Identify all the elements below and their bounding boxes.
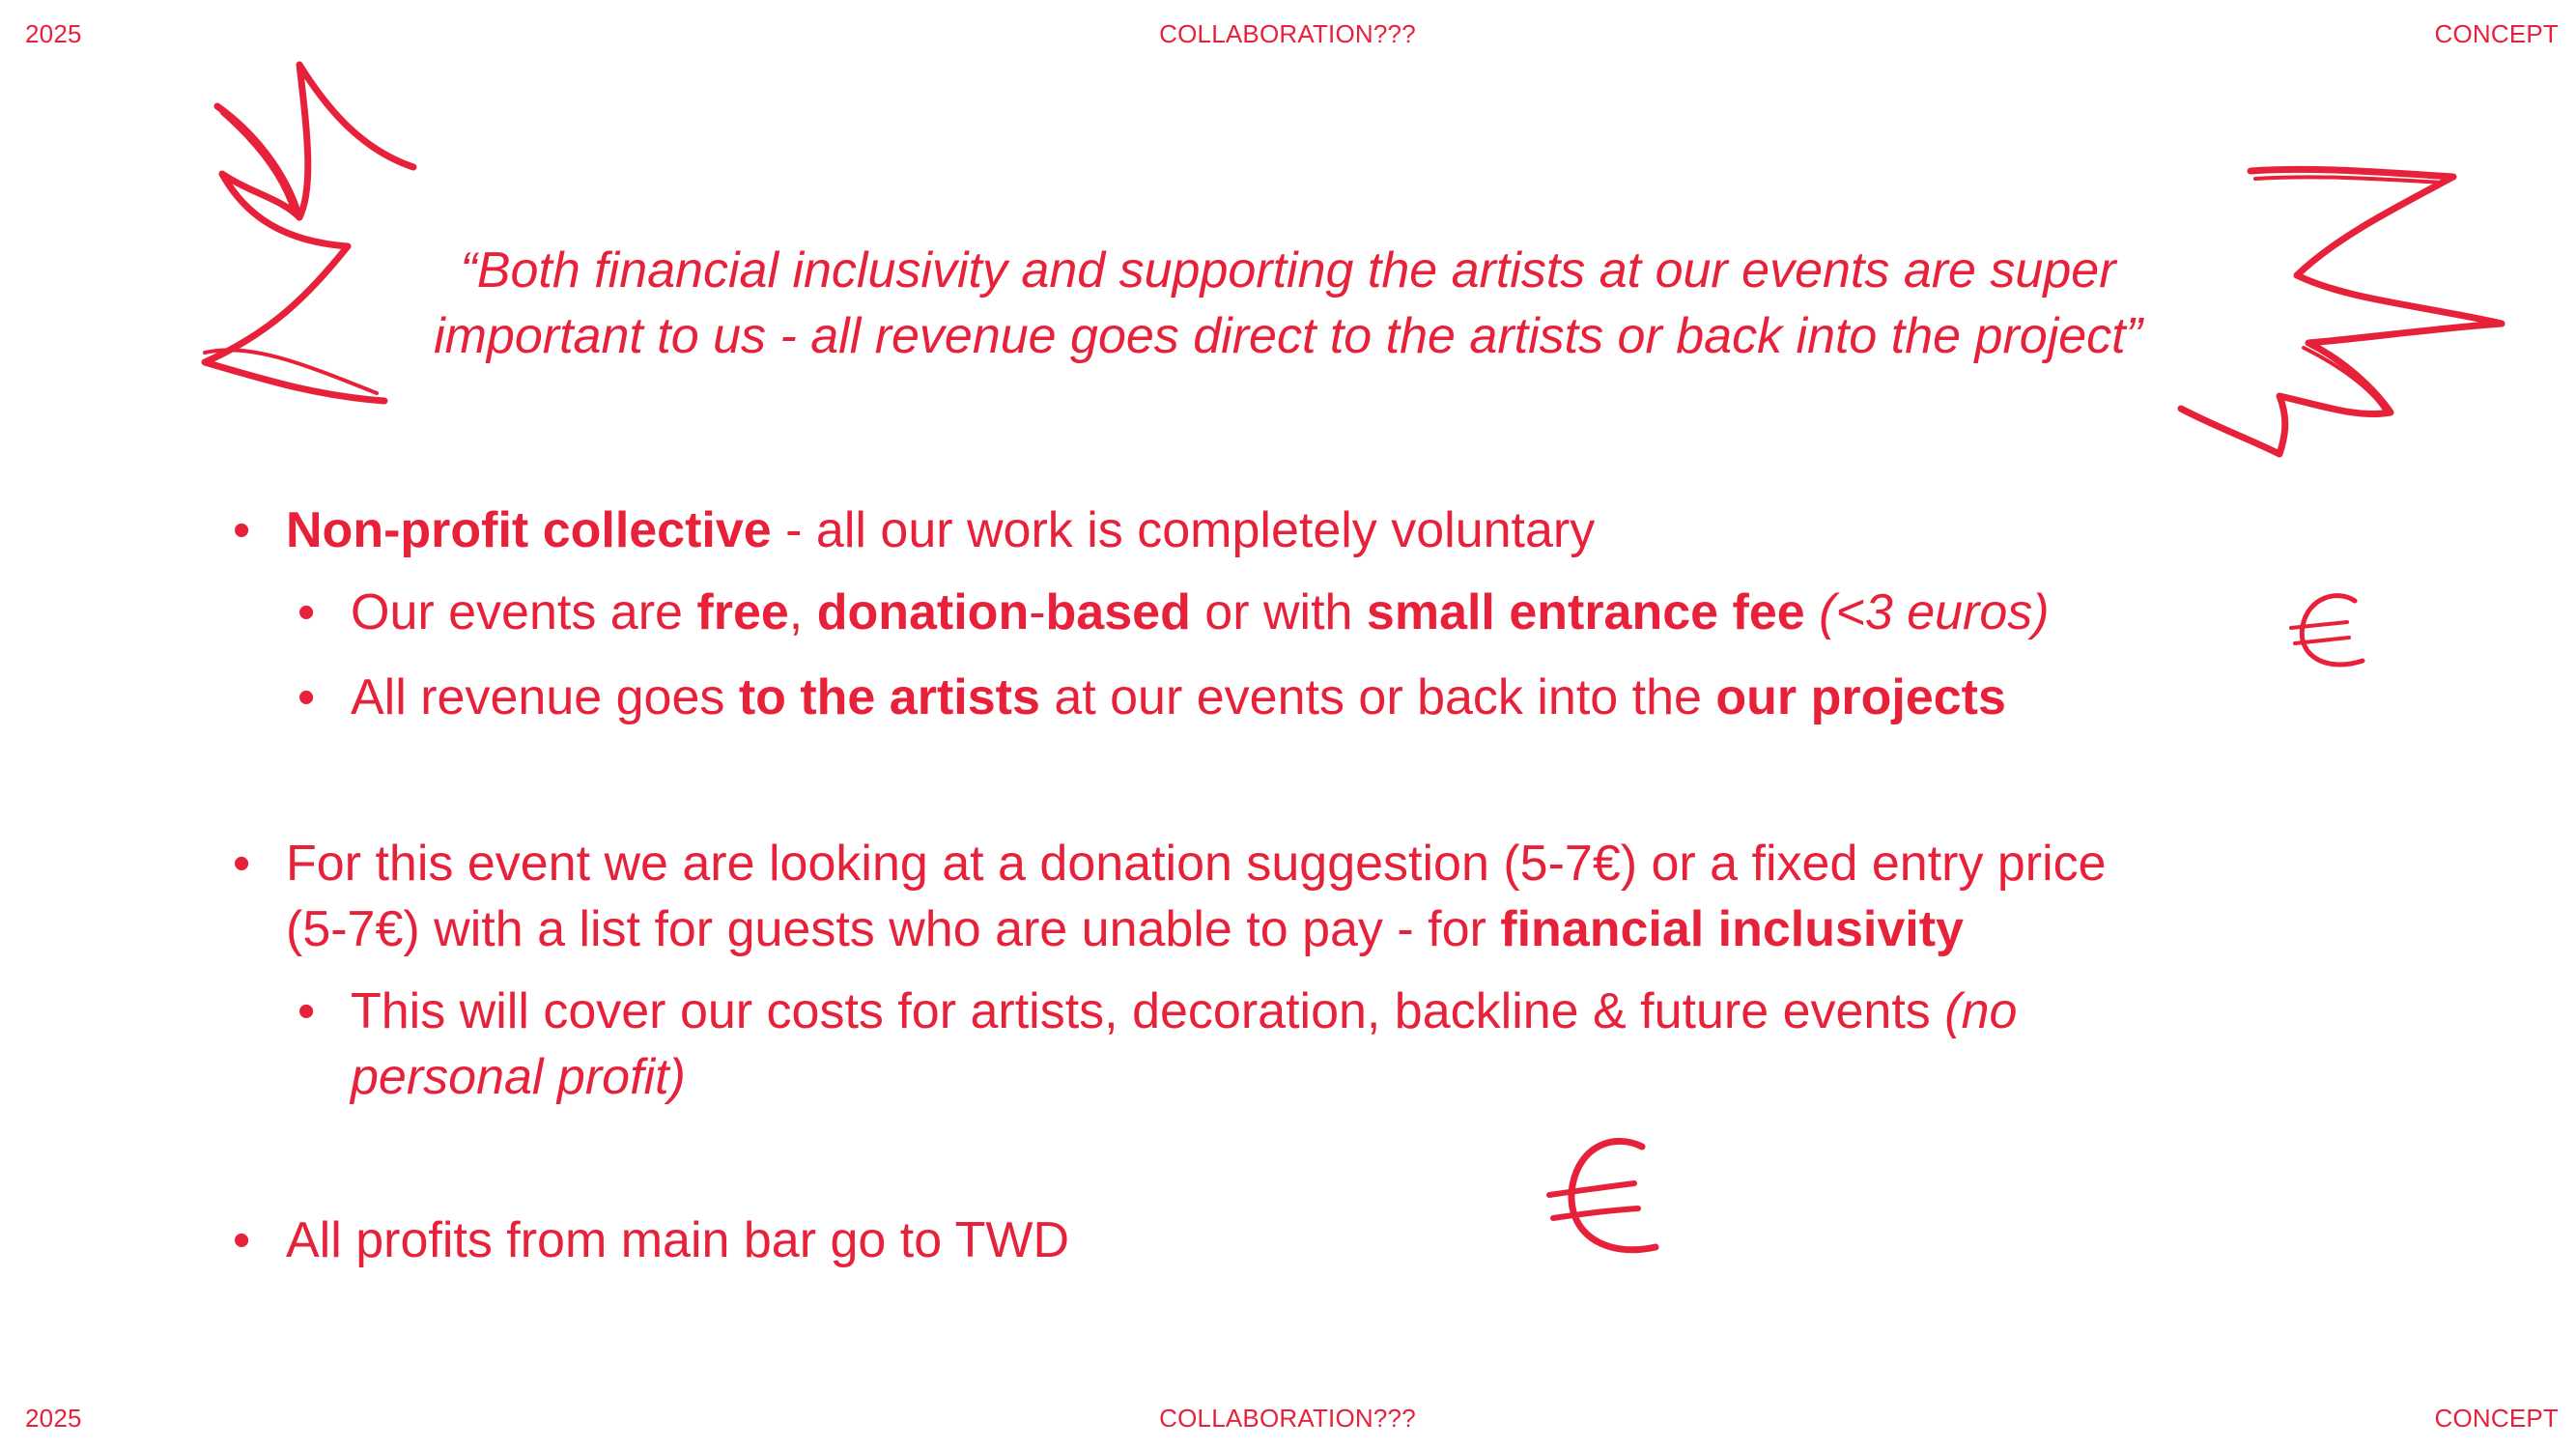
bullet-marker: •	[233, 836, 251, 892]
bullet-nonprofit	[233, 497, 1596, 563]
bold-our-projects: our projects	[1715, 669, 2006, 725]
bold-financial-inclusivity: financial inclusivity	[1500, 901, 1964, 957]
text-fragment: -	[1029, 584, 1046, 640]
text-fragment: Our events are	[351, 584, 697, 640]
italic-price-note: (<3 euros)	[1819, 584, 2050, 640]
quote-line-1: “Both financial inclusivity and supporting the artists at our events are super	[460, 242, 2116, 298]
header-section: CONCEPT	[2434, 19, 2559, 48]
italic-personal-profit: personal profit)	[351, 1049, 686, 1105]
sub-bullet-revenue	[297, 665, 2006, 730]
bullet-marker: •	[297, 584, 316, 640]
bold-donation: donation	[816, 584, 1030, 640]
header-year: 2025	[25, 19, 82, 48]
text-fragment: or with	[1190, 584, 1367, 640]
text-fragment	[1805, 584, 1819, 640]
bullet-main-bar	[233, 1208, 1070, 1273]
bold-small-fee: small entrance fee	[1366, 584, 1805, 640]
bullet-nonprofit-rest: - all our work is completely voluntary	[771, 502, 1596, 558]
sub-bullet-costs	[297, 979, 2018, 1110]
text-fragment: ,	[788, 584, 817, 640]
footer-section: CONCEPT	[2434, 1404, 2559, 1433]
euro-doodle-large	[1545, 1135, 1661, 1265]
sub-bullet-events-fees	[297, 580, 2050, 645]
bold-to-artists: to the artists	[738, 669, 1040, 725]
bullet-main-bar-text: All profits from main bar go to TWD	[286, 1212, 1070, 1268]
bullet-marker: •	[297, 983, 316, 1039]
bullet-donation-line-1: For this event we are looking at a donation suggestion (5-7€) or a fixed entry price	[286, 836, 2107, 892]
bold-based: based	[1045, 584, 1191, 640]
text-fragment: at our events or back into the	[1039, 669, 1716, 725]
header-title: COLLABORATION???	[1159, 19, 1416, 48]
bold-free: free	[696, 584, 789, 640]
bullet-donation-line-2: (5-7€) with a list for guests who are unable to pay - for	[286, 901, 1501, 957]
quote-line-2: important to us - all revenue goes direct to the artists or back into the project”	[434, 308, 2142, 364]
bullet-marker: •	[297, 669, 316, 725]
bullet-marker: •	[233, 502, 251, 558]
text-fragment: All revenue goes	[351, 669, 739, 725]
bullet-marker: •	[233, 1212, 251, 1268]
bullet-nonprofit-bold: Non-profit collective	[286, 502, 772, 558]
sub-bullet-costs-line-1: This will cover our costs for artists, decoration, backline & future events	[351, 983, 1945, 1039]
italic-no: (no	[1944, 983, 2018, 1039]
footer-year: 2025	[25, 1404, 82, 1433]
euro-doodle-small	[2289, 589, 2366, 676]
bullet-donation-suggestion	[233, 831, 2107, 962]
footer-title: COLLABORATION???	[1159, 1404, 1416, 1433]
